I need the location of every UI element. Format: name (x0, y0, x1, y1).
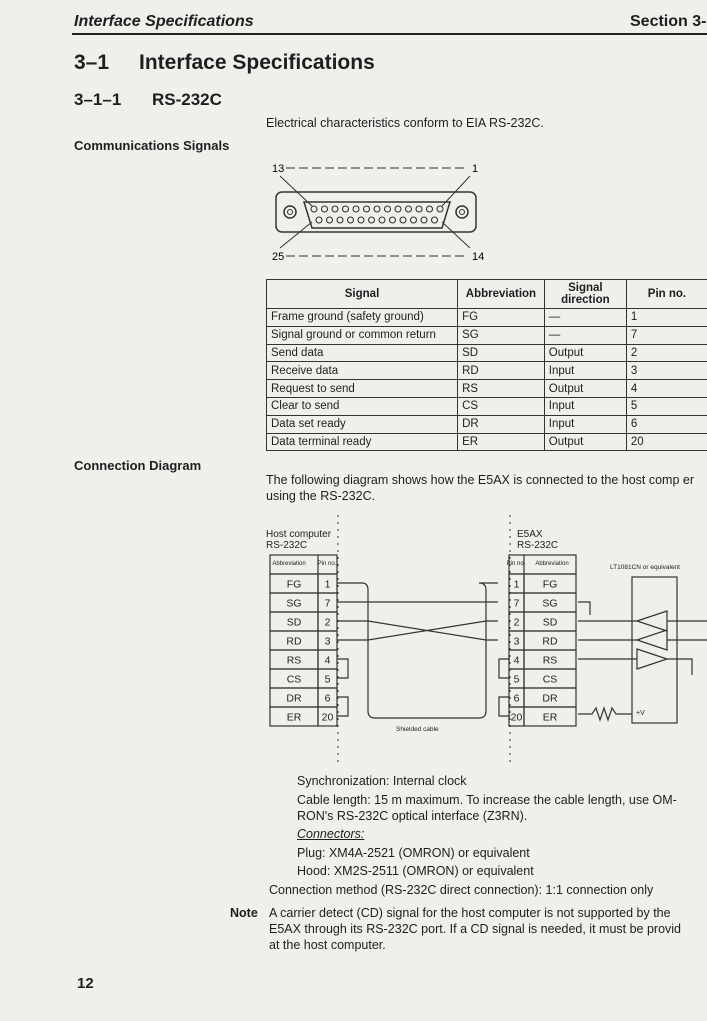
host-abbrev-cell: CS (286, 673, 302, 686)
running-header-section: Section 3- (630, 13, 707, 30)
table-row (267, 344, 707, 362)
ic-label: LT1081CN or equivalent (610, 564, 680, 571)
host-label: Host computer (266, 529, 332, 540)
host-abbrev-cell: SD (286, 616, 302, 629)
note-line3: at the host computer. (269, 938, 386, 952)
e5ax-abbrev-cell: SD (542, 616, 558, 629)
abbreviation-cell: RD (458, 362, 545, 380)
e5ax-pin-cell: 5 (513, 673, 520, 686)
vplus-label: +V (636, 710, 645, 717)
pin-cell: 6 (626, 415, 707, 433)
host-pin-cell: 7 (324, 597, 331, 610)
intro-text: Electrical characteristics conform to EIA RS-232C. (266, 116, 544, 130)
pin-cell: 20 (626, 433, 707, 451)
spec-connection-method: Connection method (RS-232C direct connection): 1:1 connection only (269, 883, 654, 897)
direction-cell: — (544, 309, 626, 327)
host-abbrev-cell: SG (286, 597, 302, 610)
e5ax-pin-cell: 3 (513, 635, 520, 648)
side-heading-diagram: Connection Diagram (74, 458, 202, 473)
host-abbrev-cell: DR (286, 692, 302, 705)
table-row (267, 415, 707, 433)
pin-cell: 3 (626, 362, 707, 380)
abbreviation-cell: FG (458, 309, 545, 327)
note-label: Note (230, 906, 258, 920)
e5ax-pin-cell: 4 (513, 654, 520, 667)
direction-cell: Output (544, 380, 626, 398)
e5ax-sub-label: RS-232C (517, 540, 559, 551)
direction-cell: — (544, 326, 626, 344)
e5ax-pin-cell: 6 (513, 692, 520, 705)
col-header-pin: Pin no. (626, 280, 707, 309)
signal-cell: Clear to send (267, 397, 458, 415)
e5ax-abbrev-cell: SG (542, 597, 558, 610)
pin-cell: 5 (626, 397, 707, 415)
col-header-abbreviation: Abbreviation (458, 280, 545, 309)
e5ax-col-abbrev: Abbreviation (535, 561, 569, 567)
spec-cable-line2: RON's RS-232C optical interface (Z3RN). (297, 809, 528, 823)
table-row (267, 309, 707, 327)
e5ax-pin-cell: 2 (513, 616, 520, 629)
pin-cell: 7 (626, 326, 707, 344)
host-pin-cell: 1 (324, 578, 331, 591)
signal-cell: Signal ground or common return (267, 326, 458, 344)
col-header-direction: Signal direction (544, 280, 626, 309)
heading2-title: RS-232C (152, 90, 222, 109)
host-pin-cell: 4 (324, 654, 331, 667)
shielded-cable-label: Shielded cable (396, 726, 439, 733)
host-abbrev-cell: FG (286, 578, 302, 591)
side-heading-signals: Communications Signals (74, 138, 230, 153)
host-abbrev-cell: RD (286, 635, 302, 648)
abbreviation-cell: ER (458, 433, 545, 451)
spec-connectors-heading: Connectors: (297, 827, 365, 841)
pin-label-25: 25 (272, 251, 285, 263)
host-abbrev-cell: ER (286, 711, 302, 724)
spec-plug: Plug: XM4A-2521 (OMRON) or equivalent (297, 846, 530, 860)
direction-cell: Input (544, 397, 626, 415)
signal-cell: Data terminal ready (267, 433, 458, 451)
heading2-number: 3–1–1 (74, 90, 122, 109)
host-col-abbrev: Abbreviation (272, 561, 306, 567)
spec-cable-line1: Cable length: 15 m maximum. To increase the cable length, use OM- (297, 793, 677, 807)
e5ax-pin-cell: 7 (513, 597, 520, 610)
table-row (267, 397, 707, 415)
e5ax-col-pin: Pin no. (506, 561, 526, 567)
direction-cell: Input (544, 415, 626, 433)
signal-cell: Receive data (267, 362, 458, 380)
table-row (267, 433, 707, 451)
direction-cell: Output (544, 433, 626, 451)
host-pin-cell: 20 (321, 711, 334, 724)
e5ax-abbrev-cell: RS (542, 654, 558, 667)
abbreviation-cell: SG (458, 326, 545, 344)
host-sub-label: RS-232C (266, 540, 308, 551)
pin-label-14: 14 (472, 251, 485, 263)
signal-cell: Data set ready (267, 415, 458, 433)
pin-cell: 1 (626, 309, 707, 327)
e5ax-abbrev-cell: FG (542, 578, 558, 591)
e5ax-abbrev-cell: ER (542, 711, 558, 724)
pin-label-1: 1 (472, 163, 479, 175)
host-abbrev-cell: RS (286, 654, 302, 667)
direction-cell: Input (544, 362, 626, 380)
pin-cell: 4 (626, 380, 707, 398)
host-pin-cell: 2 (324, 616, 331, 629)
host-col-pin: Pin no. (317, 561, 337, 567)
table-row (267, 380, 707, 398)
e5ax-pin-cell: 20 (510, 711, 523, 724)
table-row (267, 326, 707, 344)
signal-cell: Send data (267, 344, 458, 362)
abbreviation-cell: SD (458, 344, 545, 362)
host-pin-cell: 6 (324, 692, 331, 705)
e5ax-abbrev-cell: CS (542, 673, 558, 686)
signal-cell: Request to send (267, 380, 458, 398)
spec-hood: Hood: XM2S-2511 (OMRON) or equivalent (297, 864, 534, 878)
page-number: 12 (77, 975, 94, 992)
abbreviation-cell: DR (458, 415, 545, 433)
signal-cell: Frame ground (safety ground) (267, 309, 458, 327)
diagram-intro-text: The following diagram shows how the E5AX is connected to the host comp er using the RS-232C. (266, 473, 695, 503)
host-pin-cell: 5 (324, 673, 331, 686)
e5ax-label: E5AX (517, 529, 543, 540)
abbreviation-cell: RS (458, 380, 545, 398)
heading1-title: Interface Specifications (139, 51, 375, 74)
e5ax-abbrev-cell: RD (542, 635, 558, 648)
spec-sync: Synchronization: Internal clock (297, 774, 467, 788)
signal-table (266, 279, 707, 451)
table-header-row (267, 280, 707, 309)
e5ax-pin-cell: 1 (513, 578, 520, 591)
table-row (267, 362, 707, 380)
connection-diagram (262, 515, 707, 770)
note-line2: E5AX through its RS-232C port. If a CD signal is needed, it must be provid (269, 922, 682, 936)
col-header-signal: Signal (267, 280, 458, 309)
header-rule (72, 33, 707, 35)
heading1-number: 3–1 (74, 51, 110, 74)
note-line1: A carrier detect (CD) signal for the host computer is not supported by the (269, 906, 671, 920)
db25-connector-diagram (262, 158, 492, 266)
pin-label-13: 13 (272, 163, 285, 175)
e5ax-abbrev-cell: DR (542, 692, 558, 705)
pin-cell: 2 (626, 344, 707, 362)
running-header-title: Interface Specifications (74, 13, 254, 30)
direction-cell: Output (544, 344, 626, 362)
host-pin-cell: 3 (324, 635, 331, 648)
abbreviation-cell: CS (458, 397, 545, 415)
